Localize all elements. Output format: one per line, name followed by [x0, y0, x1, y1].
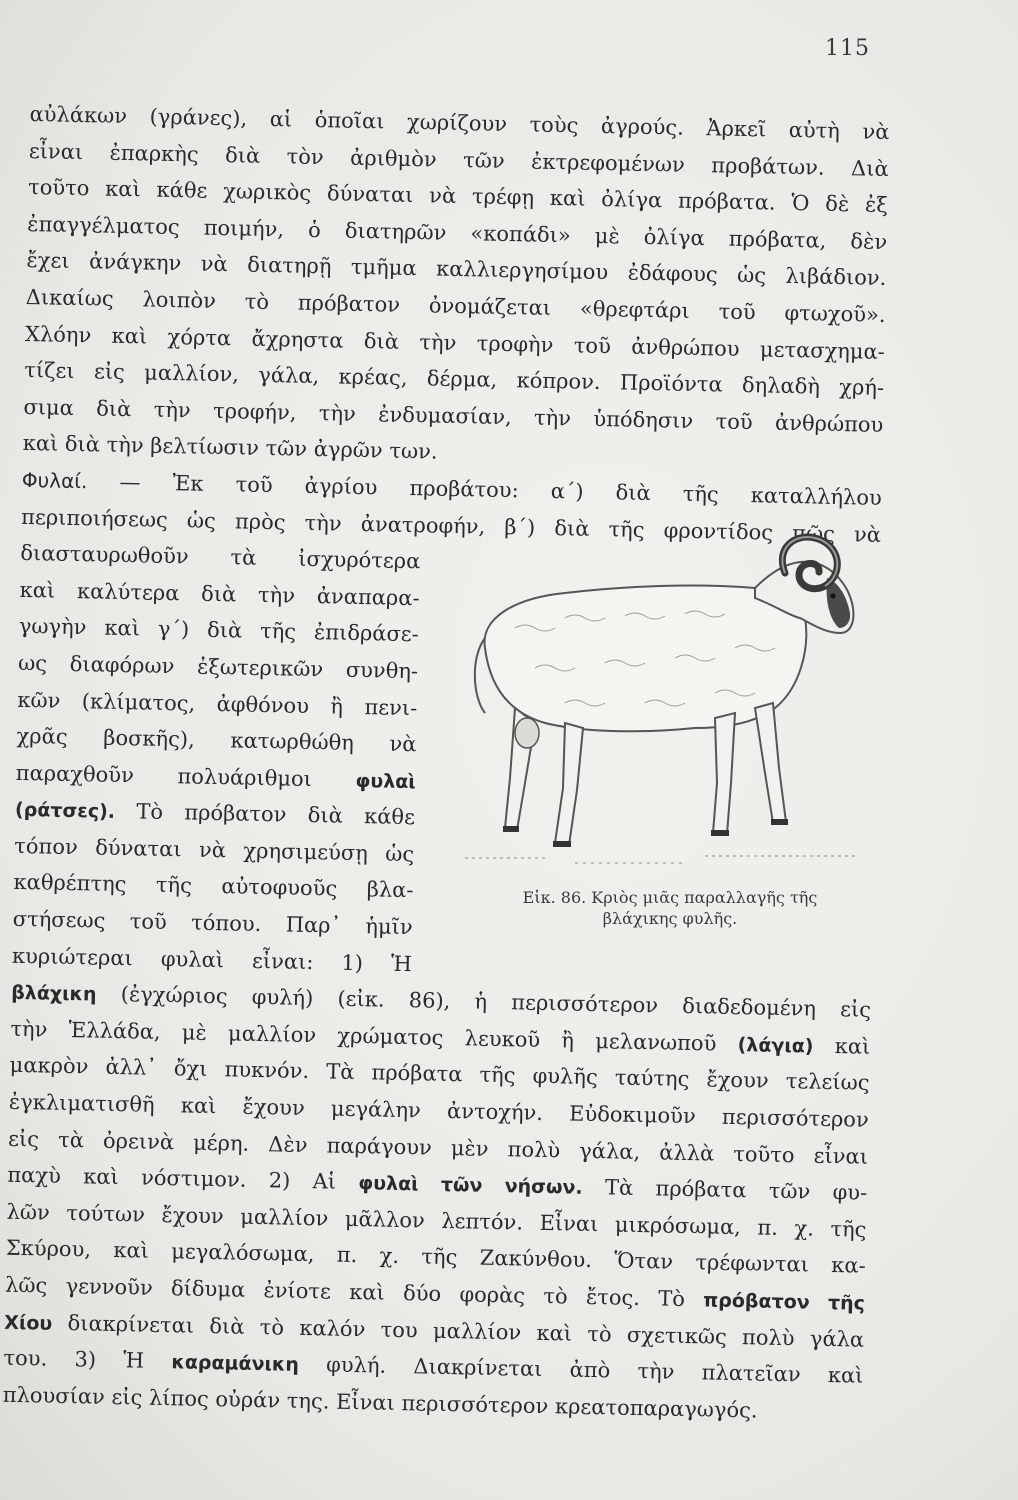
- text-line: καὶ καλύτερα διὰ τὴν ἀναπαρα-: [19, 577, 420, 610]
- ram-leg: [555, 723, 583, 845]
- caption-line: βλάχικης φυλῆς.: [602, 909, 738, 928]
- bold-term: φυλαὶ τῶν νήσων.: [358, 1172, 583, 1200]
- bold-term: (λάγια): [737, 1033, 814, 1058]
- text-line: διασταυρωθοῦν τὰ ἰσχυρότερα: [20, 541, 421, 574]
- text-line: τόπον δύναται νὰ χρησιμεύσῃ ὡς: [14, 833, 415, 867]
- text-line: κυριώτεραι φυλαὶ εἶναι: 1) Ἡ: [11, 943, 413, 976]
- text-run: του. 3) Ἡ: [3, 1345, 145, 1373]
- text-run: διακρίνεται διὰ τὸ καλόν του μαλλίον καὶ τὸ σχετικῶς πολὺ γάλα: [67, 1310, 865, 1352]
- text-line: περιποιήσεως ὡς πρὸς τὴν ἀνατροφήν, β΄) διὰ τῆς φροντίδος πῶς νὰ: [20, 504, 882, 547]
- text-line: ως διαφόρων ἐξωτερικῶν συνθη-: [17, 650, 419, 684]
- text-line: λῶν τούτων ἔχουν μαλλίον μᾶλλον λεπτόν. Εἶναι μικρόσωμα, π. χ. τῆς: [6, 1199, 867, 1242]
- text-line: εἰς τὰ ὀρεινὰ μέρη. Δὲν παράγουν μὲν πολὺ γάλα, ἀλλὰ τοῦτο εἶναι: [7, 1126, 869, 1169]
- text-line: τίζει εἰς μαλλίον, γάλα, κρέας, δέρμα, κόπρον. Προϊόντα δηλαδὴ χρή-: [24, 358, 885, 401]
- text-line: Δικαίως λοιπὸν τὸ πρόβατον ὀνομάζεται «θρεφτάρι τοῦ φτωχοῦ».: [25, 284, 886, 327]
- text-line: ἔχει ἀνάγκην νὰ διατηρῇ τμῆμα καλλιεργησίμου ἐδάφους ὡς λιβάδιον.: [26, 248, 887, 291]
- bold-term: πρόβατον τῆς: [703, 1289, 866, 1315]
- text-run: παχὺ καὶ νόστιμον. 2) Αἱ: [7, 1162, 337, 1194]
- text-line: εἶναι ἐπαρκὴς διὰ τὸν ἀριθμὸν τῶν ἐκτρεφομένων προβάτων. Διὰ: [28, 138, 889, 181]
- text-line: χρᾶς βοσκῆς), κατωρθώθη νὰ: [16, 723, 417, 757]
- text-line: καὶ διὰ τὴν βελτίωσιν τῶν ἀγρῶν των.: [22, 431, 438, 464]
- text-line: πλουσίαν εἰς λίπος οὐράν της. Εἶναι περισσότερον κρεατοπαραγωγός.: [2, 1382, 758, 1423]
- text-run: — Ἐκ τοῦ ἀγρίου προβάτου: α΄) διὰ τῆς καταλλήλου: [119, 469, 883, 510]
- text-run: φυλή. Διακρίνεται ἀπὸ τὴν πλατεῖαν καὶ: [325, 1352, 864, 1388]
- text-line: αὐλάκων (γράνες), αἱ ὁποῖαι χωρίζουν τοὺς ἀγρούς. Ἀρκεῖ αὐτὴ νὰ: [29, 101, 890, 145]
- text-run: (ἐγχώριος φυλή) (εἰκ. 86), ἡ περισσότερον διαδεδομένη εἰς: [120, 982, 872, 1023]
- ram-illustration-figure: [455, 528, 875, 888]
- text-line: Χλόην καὶ χόρτα ἄχρηστα διὰ τὴν τροφὴν τοῦ ἀνθρώπου μετασχημα-: [24, 321, 886, 364]
- text-line: στήσεως τοῦ τόπου. Παρ᾽ ἡμῖν: [12, 906, 413, 940]
- figure-caption: [450, 887, 890, 929]
- bold-term: φυλαὶ: [355, 769, 416, 793]
- text-run: παραχθοῦν πολυάριθμοι: [15, 760, 313, 791]
- text-line: κῶν (κλίματος, ἀφθόνου ἢ πενι-: [17, 687, 418, 720]
- text-line: Σκύρου, καὶ μεγαλόσωμα, π. χ. τῆς Ζακύνθου. Ὅταν τρέφωνται κα-: [5, 1236, 866, 1279]
- page-number: 115: [825, 36, 870, 61]
- ram-leg: [713, 713, 735, 834]
- text-run: Τὰ πρόβατα τῶν φυ-: [604, 1175, 868, 1205]
- text-line: ἐγκλιματισθῆ καὶ ἔχουν μεγάλην ἀντοχήν. Εὐδοκιμοῦν περισσότερον: [8, 1089, 869, 1132]
- text-run: λῶς γεννοῦν δίδυμα ἐνίοτε καὶ δύο φορὰς τὸ ἔτος. Τὸ: [4, 1272, 686, 1311]
- text-run: τὴν Ἑλλάδα, μὲ μαλλίον χρώματος λευκοῦ ἢ μελανωποῦ: [10, 1016, 717, 1056]
- bold-term: καραμάνικη: [171, 1351, 300, 1377]
- text-line: μακρὸν ἀλλ᾽ ὄχι πυκνόν. Τὰ πρόβατα τῆς φυλῆς ταύτης ἔχουν τελείως: [9, 1053, 870, 1096]
- text-line: καθρέπτης τῆς αὐτοφυοῦς βλα-: [13, 870, 414, 903]
- bold-term: βλάχικη: [10, 982, 97, 1006]
- bold-term: (ράτσες).: [14, 799, 116, 824]
- text-run: Τὸ πρόβατον διὰ κάθε: [136, 799, 416, 830]
- text-line: σιμα διὰ τὴν τροφήν, τὴν ἐνδυμασίαν, τὴν ὑπόδησιν τοῦ ἀνθρώπου: [23, 394, 884, 437]
- caption-line: Εἰκ. 86. Κριὸς μιᾶς παραλλαγῆς τῆς: [522, 888, 818, 907]
- text-run: καὶ: [834, 1033, 871, 1059]
- section-heading: Φυλαί.: [21, 467, 88, 494]
- text-line: ἐπαγγέλματος ποιμήν, ὁ διατηρῶν «κοπάδι» μὲ ὀλίγα πρόβατα, δὲν: [27, 211, 888, 254]
- ram-leg: [755, 703, 786, 823]
- ram-illustration: [455, 528, 875, 888]
- text-line: τοῦτο καὶ κάθε χωρικὸς δύναται νὰ τρέφῃ καὶ ὀλίγα πρόβατα. Ὁ δὲ ἐξ: [27, 175, 889, 218]
- text-line: γωγὴν καὶ γ΄) διὰ τῆς ἐπιδράσε-: [18, 614, 420, 647]
- bold-term: Χίου: [4, 1311, 53, 1335]
